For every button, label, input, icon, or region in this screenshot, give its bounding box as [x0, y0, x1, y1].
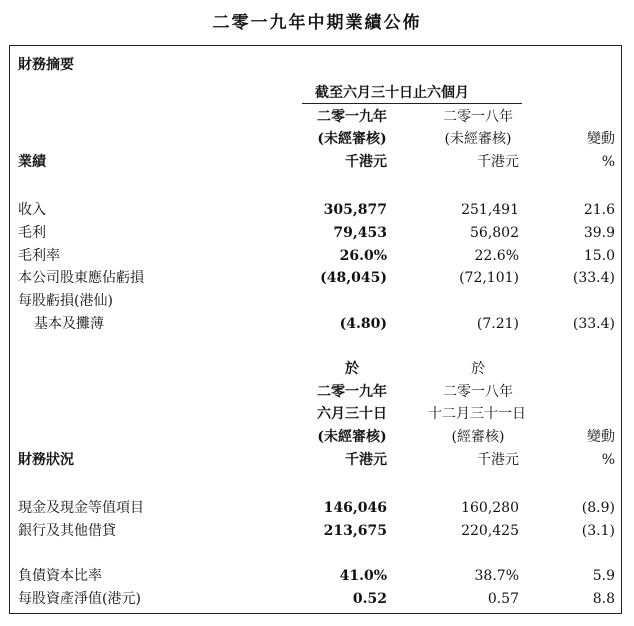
row-label: 毛利 — [18, 225, 46, 241]
row-value-2018: 22.6% — [474, 248, 519, 264]
financial-position-label: 財務狀況 — [18, 452, 74, 468]
row-label: 本公司股東應佔虧損 — [18, 270, 144, 286]
row-change: 21.6 — [583, 202, 615, 218]
row-label: 負債資本比率 — [18, 568, 102, 584]
row-label: 每股資產淨值(港元) — [18, 591, 141, 607]
document-title: 二零一九年中期業績公佈 — [212, 13, 422, 33]
row-value-2018: (72,101) — [459, 270, 519, 286]
row-value-2019: 0.52 — [352, 591, 387, 607]
row-label: 基本及攤薄 — [34, 316, 104, 332]
row-value-2018: 160,280 — [461, 500, 519, 516]
row-value-2018: 251,491 — [461, 202, 519, 218]
summary-heading: 財務摘要 — [18, 57, 74, 73]
row-label: 收入 — [18, 202, 46, 218]
period-underline — [302, 103, 522, 104]
col1-at: 於 — [345, 361, 359, 377]
row-label: 每股虧損(港仙) — [18, 293, 113, 309]
col2-unit: 千港元 — [477, 452, 519, 468]
row-change: (33.4) — [572, 270, 615, 286]
period-header: 截至六月三十日止六個月 — [315, 85, 469, 101]
row-label: 現金及現金等值項目 — [18, 500, 144, 516]
col2-at: 於 — [471, 361, 485, 377]
row-value-2018: 38.7% — [474, 568, 519, 584]
col2-audit: (未經審核) — [444, 131, 512, 147]
col1-date: 六月三十日 — [317, 406, 387, 422]
row-change: (33.4) — [572, 316, 615, 332]
row-value-2019: 79,453 — [333, 225, 387, 241]
col1-unit: 千港元 — [345, 452, 387, 468]
col3-unit: % — [601, 452, 615, 468]
col1-audit: (未經審核) — [317, 429, 387, 445]
row-value-2019: 146,046 — [323, 500, 387, 516]
row-value-2019: (4.80) — [339, 316, 387, 332]
col1-year: 二零一九年 — [317, 109, 387, 125]
row-label: 銀行及其他借貸 — [18, 523, 116, 539]
col1-audit: (未經審核) — [317, 131, 387, 147]
col2-audit: (經審核) — [451, 429, 505, 445]
col1-year: 二零一九年 — [317, 384, 387, 400]
results-label: 業績 — [18, 154, 46, 170]
col2-year: 二零一八年 — [443, 384, 513, 400]
financial-summary-box — [9, 45, 622, 614]
col3-unit: % — [601, 154, 615, 170]
col3-label: 變動 — [587, 131, 615, 147]
row-change: (8.9) — [581, 500, 615, 516]
row-value-2019: 41.0% — [339, 568, 387, 584]
col1-unit: 千港元 — [345, 154, 387, 170]
col3-label: 變動 — [587, 429, 615, 445]
row-change: 8.8 — [592, 591, 615, 607]
row-value-2019: 213,675 — [323, 523, 387, 539]
row-change: (3.1) — [581, 523, 615, 539]
row-value-2019: (48,045) — [320, 270, 387, 286]
row-change: 39.9 — [583, 225, 615, 241]
row-value-2019: 305,877 — [323, 202, 387, 218]
row-value-2019: 26.0% — [339, 248, 387, 264]
row-value-2018: 0.57 — [487, 591, 519, 607]
row-label: 毛利率 — [18, 248, 60, 264]
row-change: 5.9 — [592, 568, 615, 584]
col2-year: 二零一八年 — [443, 109, 513, 125]
col2-unit: 千港元 — [477, 154, 519, 170]
row-value-2018: 220,425 — [461, 523, 519, 539]
row-change: 15.0 — [583, 248, 615, 264]
row-value-2018: (7.21) — [476, 316, 519, 332]
row-value-2018: 56,802 — [470, 225, 519, 241]
col2-date: 十二月三十一日 — [428, 406, 526, 422]
